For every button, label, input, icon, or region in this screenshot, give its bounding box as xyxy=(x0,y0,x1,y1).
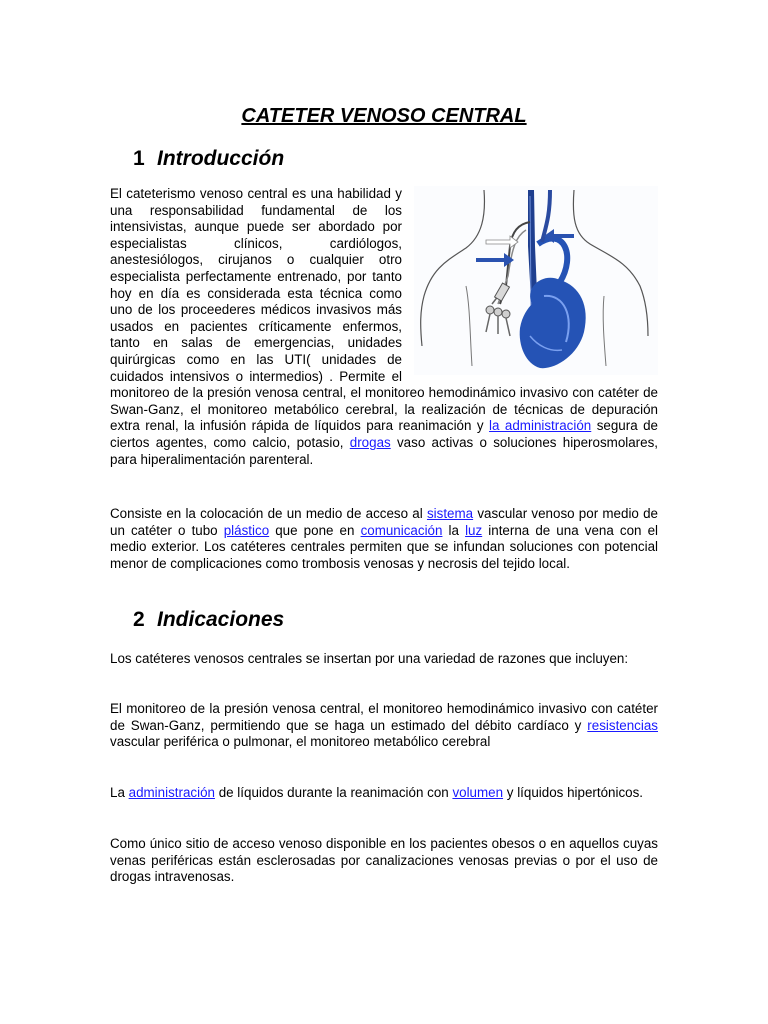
section-heading-indicaciones xyxy=(133,606,284,634)
consiste-text-part: interna de una vena con el medio exterior. Los catéteres centrales permiten que se infundan soluciones con potencial menor de complicaciones como trombosis venosas y necrosis del tejido local. xyxy=(110,522,658,571)
administracion-text-part: de líquidos durante la reanimación con xyxy=(214,785,453,800)
link-la-administracion[interactable]: la administración xyxy=(489,418,592,434)
link-resistencias[interactable]: resistencias xyxy=(587,717,658,733)
link-volumen[interactable]: volumen xyxy=(452,785,504,800)
consiste-text-part: vascular venoso por medio de un catéter o tubo xyxy=(110,506,658,538)
section-heading-introduccion xyxy=(133,145,284,173)
consiste-text-part: que pone en xyxy=(269,522,361,538)
intro-paragraph xyxy=(110,186,658,468)
link-comunicacion[interactable]: comunicación xyxy=(360,522,443,538)
administracion-text-part: y líquidos hipertónicos. xyxy=(503,785,643,800)
administracion-text-part: La xyxy=(110,785,129,800)
section-title: Introducción xyxy=(157,147,285,170)
consiste-text-part: Consiste en la colocación de un medio de acceso al xyxy=(110,506,427,521)
intro-text-part: El cateterismo venoso central es una habilidad y una responsabilidad fundamental de los intensivistas, aunque puede ser abordado por especialistas clínicos, cardiólogos, anestesiólogos, cirujanos o cualquier otro especialista perfectamente entrenado, por tanto hoy en día es considerada esta técnica como uno de los proceederes médicos invasivos más usados en pacientes críticamente enfermos, tanto en salas de emergencias, unidades quirúrgicas como en las UTI( unidades de cuidados intensivos o intermedios) . Permite el monitoreo de la presión venosa central, el monitoreo hemodinámico invasivo con catéter de Swan-Ganz, el monitoreo metabólico cerebral, la realización de técnicas de depuración extra renal, la infusión rápida de líquidos para reanimación y xyxy=(110,186,658,434)
consiste-text-part: la xyxy=(442,522,466,538)
consiste-paragraph xyxy=(110,506,658,572)
acceso-venoso-paragraph: Como único sitio de acceso venoso disponible en los pacientes obesos o en aquellos cuyas venas periféricas están esclerosadas por canalizaciones venosas previas o por el uso de drogas intravenosas. xyxy=(110,836,658,885)
administracion-paragraph xyxy=(110,785,658,802)
intro-text-part: segura de ciertos agentes, como calcio, potasio, xyxy=(110,418,659,450)
monitoreo-paragraph xyxy=(110,701,658,751)
section-title: Indicaciones xyxy=(157,608,285,631)
link-drogas[interactable]: drogas xyxy=(349,434,391,450)
catheter-figure xyxy=(414,186,658,375)
link-plastico[interactable]: plástico xyxy=(223,522,270,538)
document-title: CATETER VENOSO CENTRAL xyxy=(241,105,527,127)
intro-text-part: vaso activas o soluciones hiperosmolares, para hiperalimentación parenteral. xyxy=(110,434,659,467)
monitoreo-text-part: vascular periférica o pulmonar, el monitoreo metabólico cerebral xyxy=(110,734,491,750)
link-administracion[interactable]: administración xyxy=(128,785,215,800)
link-sistema[interactable]: sistema xyxy=(426,506,474,521)
link-luz[interactable]: luz xyxy=(465,522,483,538)
section-number: 1 xyxy=(133,147,145,170)
central-venous-catheter-illustration-icon xyxy=(414,186,658,375)
section-number: 2 xyxy=(133,608,145,631)
monitoreo-text-part: El monitoreo de la presión venosa central, el monitoreo hemodinámico invasivo con catéter de Swan-Ganz, permitiendo que se haga un estimado del débito cardíaco y xyxy=(110,701,658,733)
indicaciones-intro-paragraph: Los catéteres venosos centrales se insertan por una variedad de razones que incluyen: xyxy=(110,651,629,666)
